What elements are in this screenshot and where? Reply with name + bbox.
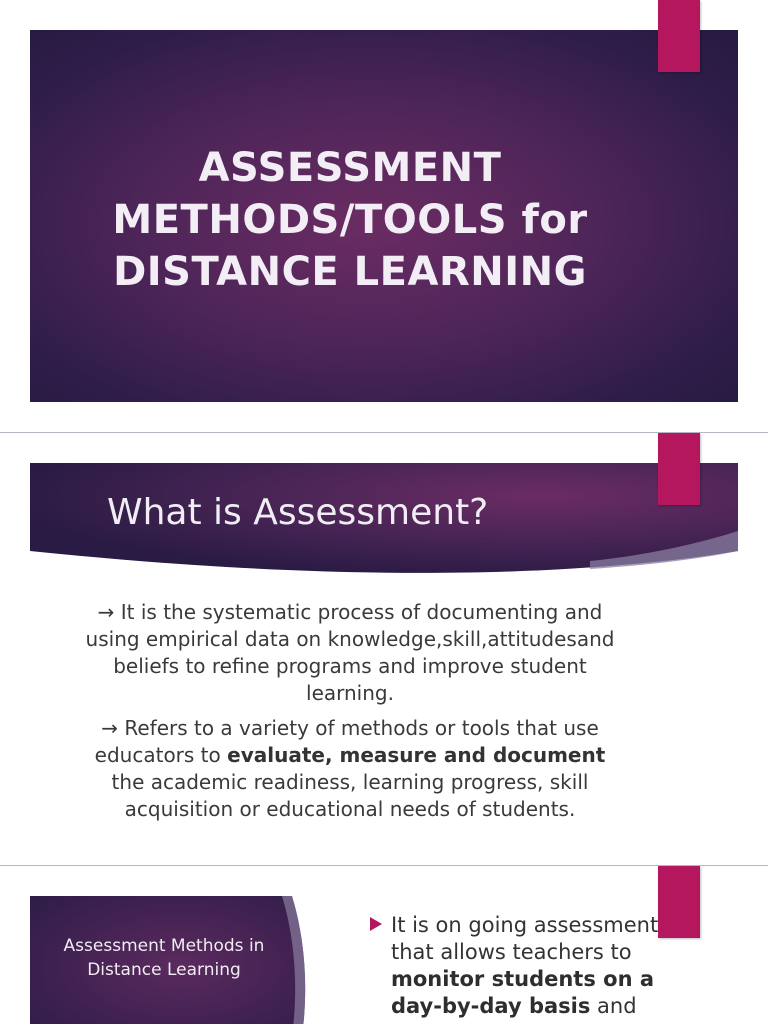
slide-title-text: ASSESSMENT METHODS/TOOLS for DISTANCE LEARNING: [112, 145, 588, 295]
slide-assessment-methods: [0, 866, 768, 1024]
bullet-text-part: It is on going assessment that allows teachers to: [391, 913, 659, 964]
paragraph-text: → Refers to a variety of methods or tools that use educators to: [94, 716, 599, 767]
side-title: Assessment Methods in Distance Learning: [63, 936, 265, 980]
definition-paragraph: → It is the systematic process of documenting and using empirical data on knowledge,skill,attitudesand beliefs to refine programs and improve student learning.: [85, 600, 615, 705]
bullet-arrow-icon: [370, 917, 382, 931]
accent-tab: [658, 0, 700, 72]
bullet-text: [391, 912, 691, 1020]
paragraph-text: the academic readiness, learning progress, skill acquisition or educational needs of students.: [111, 770, 589, 821]
slide-body: [80, 599, 620, 831]
slide-heading: What is Assessment?: [107, 492, 489, 533]
bullet-text-part: and: [590, 994, 637, 1018]
slide-what-is-assessment: [0, 433, 768, 865]
bullet-emphasis: monitor students on a day-by-day basis: [391, 967, 655, 1018]
accent-tab: [658, 433, 700, 505]
paragraph-emphasis: evaluate, measure and document: [227, 743, 606, 767]
accent-tab: [658, 866, 700, 938]
slide-title: [0, 0, 768, 432]
methods-paragraph: [80, 715, 620, 823]
